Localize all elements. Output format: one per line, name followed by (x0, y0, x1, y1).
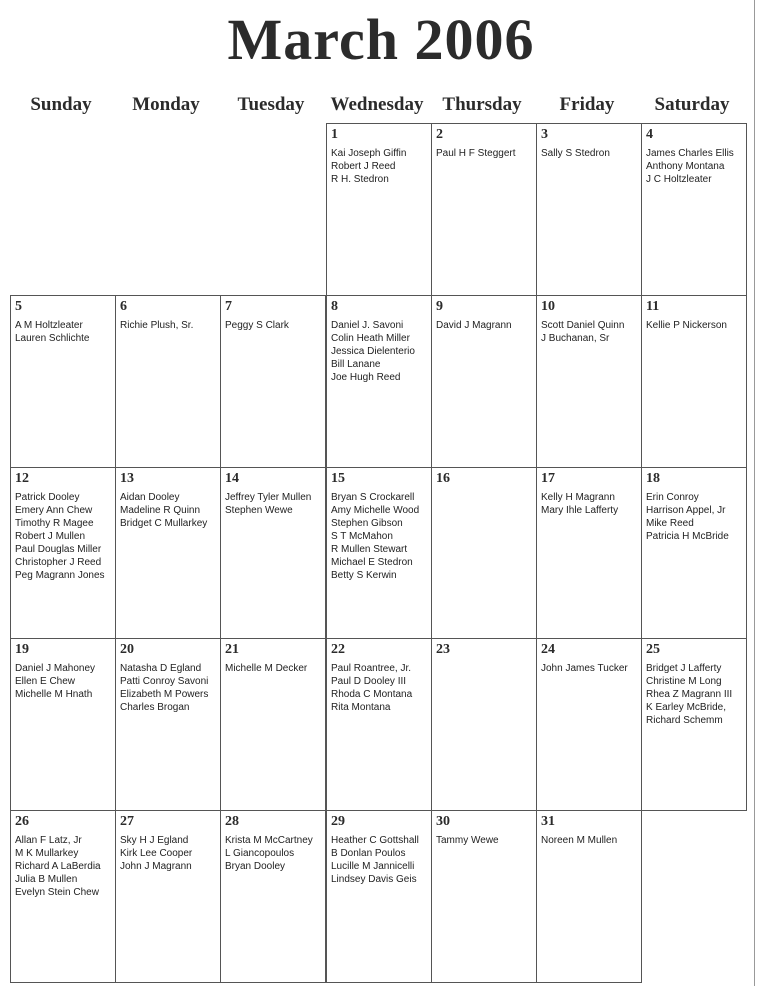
birthday-name: S T McMahon (331, 531, 393, 542)
day-cell-4 (641, 123, 747, 296)
day-number: 19 (15, 642, 29, 657)
birthday-list (120, 319, 218, 332)
birthday-name: Heather C Gottshall (331, 835, 419, 846)
day-cell-8 (326, 295, 432, 468)
birthday-list (436, 319, 534, 332)
birthday-name: Tammy Wewe (436, 835, 499, 846)
day-number: 3 (541, 127, 548, 142)
day-number: 25 (646, 642, 660, 657)
birthday-name: Mary Ihle Lafferty (541, 505, 619, 516)
birthday-name: Emery Ann Chew (15, 505, 93, 516)
day-cell-23 (431, 638, 537, 811)
day-number: 8 (331, 299, 338, 314)
birthday-name: Noreen M Mullen (541, 835, 618, 846)
day-cell-14 (220, 467, 326, 639)
birthday-list (646, 147, 744, 186)
birthday-name: Stephen Wewe (225, 505, 293, 516)
birthday-name: Betty S Kerwin (331, 570, 397, 581)
day-number: 20 (120, 642, 134, 657)
day-number: 21 (225, 642, 239, 657)
birthday-name: R Mullen Stewart (331, 544, 408, 555)
day-number: 24 (541, 642, 555, 657)
birthday-name: Richie Plush, Sr. (120, 320, 194, 331)
day-cell-7 (220, 295, 326, 468)
weekday-sunday: Sunday (30, 94, 92, 115)
day-cell-2 (431, 123, 537, 296)
birthday-name: Bryan S Crockarell (331, 492, 415, 503)
day-cell-11 (641, 295, 747, 468)
day-number: 28 (225, 814, 239, 829)
day-cell-27 (115, 810, 221, 983)
birthday-name: Harrison Appel, Jr (646, 505, 726, 516)
birthday-list (646, 662, 744, 727)
birthday-name: Elizabeth M Powers (120, 689, 209, 700)
birthday-list (646, 319, 744, 332)
birthday-list (541, 319, 639, 345)
birthday-name: B Donlan Poulos (331, 848, 406, 859)
birthday-name: Christopher J Reed (15, 557, 102, 568)
day-cell-18 (641, 467, 747, 639)
day-number: 9 (436, 299, 443, 314)
page-title: March 2006 (227, 7, 535, 72)
day-cell-25 (641, 638, 747, 811)
weekday-friday: Friday (559, 94, 615, 115)
day-cell-17 (536, 467, 642, 639)
day-cell-28 (220, 810, 326, 983)
day-cell-29 (326, 810, 432, 983)
page-edge-line (754, 0, 755, 986)
day-number: 22 (331, 642, 345, 657)
day-cell-12 (10, 467, 116, 639)
birthday-list (120, 491, 218, 530)
weekday-tuesday: Tuesday (237, 94, 305, 115)
birthday-name: Michelle M Hnath (15, 689, 93, 700)
birthday-name: Robert J Reed (331, 161, 396, 172)
birthday-name: Robert J Mullen (15, 531, 86, 542)
day-number: 6 (120, 299, 127, 314)
birthday-name: Bridget J Lafferty (646, 663, 722, 674)
birthday-list (15, 834, 113, 899)
day-cell-30 (431, 810, 537, 983)
birthday-name: Lucille M Jannicelli (331, 861, 415, 872)
birthday-list (436, 834, 534, 847)
day-number: 13 (120, 471, 134, 486)
day-cell-16 (431, 467, 537, 639)
day-cell-26 (10, 810, 116, 983)
birthday-list (541, 662, 639, 675)
birthday-list (541, 834, 639, 847)
birthday-name: Christine M Long (646, 676, 722, 687)
day-cell-19 (10, 638, 116, 811)
day-cell-9 (431, 295, 537, 468)
birthday-name: Charles Brogan (120, 702, 190, 713)
birthday-name: John James Tucker (541, 663, 628, 674)
birthday-name: Aidan Dooley (120, 492, 180, 503)
birthday-name: Anthony Montana (646, 161, 725, 172)
birthday-list (331, 834, 429, 886)
birthday-name: Lindsey Davis Geis (331, 874, 417, 885)
birthday-list (331, 147, 429, 186)
day-cell-1 (326, 123, 432, 296)
day-cell-13 (115, 467, 221, 639)
birthday-name: Julia B Mullen (15, 874, 78, 885)
day-number: 17 (541, 471, 555, 486)
birthday-name: Ellen E Chew (15, 676, 76, 687)
birthday-name: Scott Daniel Quinn (541, 320, 625, 331)
birthday-name: Daniel J Mahoney (15, 663, 96, 674)
birthday-name: Jeffrey Tyler Mullen (225, 492, 312, 503)
birthday-name: Rhea Z Magrann III (646, 689, 733, 700)
day-cell-10 (536, 295, 642, 468)
birthday-name: James Charles Ellis (646, 148, 734, 159)
weekday-saturday: Saturday (654, 94, 730, 115)
birthday-list (15, 319, 113, 345)
day-number: 31 (541, 814, 555, 829)
birthday-name: Sky H J Egland (120, 835, 189, 846)
birthday-name: Erin Conroy (646, 492, 699, 503)
birthday-list (331, 319, 429, 384)
day-cell-20 (115, 638, 221, 811)
day-number: 26 (15, 814, 29, 829)
birthday-name: David J Magrann (436, 320, 512, 331)
birthday-name: A M Holtzleater (15, 320, 83, 331)
birthday-name: Bill Lanane (331, 359, 381, 370)
birthday-list (225, 662, 323, 675)
day-number: 4 (646, 127, 653, 142)
birthday-name: R H. Stedron (331, 174, 389, 185)
birthday-name: Rita Montana (331, 702, 391, 713)
birthday-list (331, 491, 429, 582)
day-number: 30 (436, 814, 450, 829)
birthday-name: Patricia H McBride (646, 531, 729, 542)
birthday-name: Sally S Stedron (541, 148, 610, 159)
birthday-name: Patti Conroy Savoni (120, 676, 209, 687)
birthday-list (541, 491, 639, 517)
birthday-name: Colin Heath Miller (331, 333, 410, 344)
day-number: 14 (225, 471, 239, 486)
birthday-name: Kirk Lee Cooper (120, 848, 193, 859)
birthday-list (120, 662, 218, 714)
day-cell-24 (536, 638, 642, 811)
day-number: 2 (436, 127, 443, 142)
birthday-name: Richard Schemm (646, 715, 723, 726)
birthday-name: Evelyn Stein Chew (15, 887, 99, 898)
day-number: 23 (436, 642, 450, 657)
day-cell-6 (115, 295, 221, 468)
birthday-name: John J Magrann (120, 861, 192, 872)
birthday-name: Peg Magrann Jones (15, 570, 105, 581)
day-cell-31 (536, 810, 642, 983)
birthday-name: Natasha D Egland (120, 663, 202, 674)
day-number: 27 (120, 814, 134, 829)
birthday-name: Joe Hugh Reed (331, 372, 401, 383)
birthday-name: Paul Roantree, Jr. (331, 663, 412, 674)
birthday-name: Bridget C Mullarkey (120, 518, 208, 529)
birthday-name: Richard A LaBerdia (15, 861, 101, 872)
birthday-list (225, 319, 323, 332)
birthday-list (646, 491, 744, 543)
birthday-name: Paul D Dooley III (331, 676, 407, 687)
day-cell-21 (220, 638, 326, 811)
day-number: 1 (331, 127, 338, 142)
birthday-list (436, 147, 534, 160)
birthday-name: Kai Joseph Giffin (331, 148, 407, 159)
birthday-name: Patrick Dooley (15, 492, 80, 503)
birthday-name: Timothy R Magee (15, 518, 94, 529)
birthday-name: Kelly H Magrann (541, 492, 615, 503)
day-number: 15 (331, 471, 345, 486)
birthday-name: Allan F Latz, Jr (15, 835, 82, 846)
weekday-thursday: Thursday (442, 94, 522, 115)
birthday-name: Amy Michelle Wood (331, 505, 420, 516)
birthday-name: K Earley McBride, (646, 702, 727, 713)
day-number: 29 (331, 814, 345, 829)
birthday-name: Michael E Stedron (331, 557, 413, 568)
birthday-list (331, 662, 429, 714)
birthday-name: Paul H F Steggert (436, 148, 516, 159)
birthday-list (15, 491, 113, 582)
birthday-name: Bryan Dooley (225, 861, 286, 872)
day-number: 5 (15, 299, 22, 314)
birthday-list (225, 834, 323, 873)
day-number: 11 (646, 299, 660, 314)
day-number: 7 (225, 299, 232, 314)
birthday-list (541, 147, 639, 160)
birthday-name: J C Holtzleater (646, 174, 712, 185)
weekday-monday: Monday (132, 94, 200, 115)
birthday-name: Peggy S Clark (225, 320, 289, 331)
day-cell-22 (326, 638, 432, 811)
birthday-list (15, 662, 113, 701)
day-number: 16 (436, 471, 450, 486)
birthday-name: L Giancopoulos (225, 848, 295, 859)
day-cell-5 (10, 295, 116, 468)
birthday-name: Krista M McCartney (225, 835, 313, 846)
day-number: 10 (541, 299, 555, 314)
birthday-name: Mike Reed (646, 518, 694, 529)
day-number: 12 (15, 471, 29, 486)
birthday-name: Michelle M Decker (225, 663, 308, 674)
birthday-name: Rhoda C Montana (331, 689, 413, 700)
birthday-name: Paul Douglas Miller (15, 544, 102, 555)
birthday-name: Jessica Dielenterio (331, 346, 415, 357)
birthday-name: J Buchanan, Sr (541, 333, 610, 344)
birthday-list (225, 491, 323, 517)
birthday-name: Stephen Gibson (331, 518, 403, 529)
birthday-name: M K Mullarkey (15, 848, 79, 859)
birthday-name: Daniel J. Savoni (331, 320, 404, 331)
day-cell-3 (536, 123, 642, 296)
day-cell-15 (326, 467, 432, 639)
birthday-name: Kellie P Nickerson (646, 320, 727, 331)
birthday-list (120, 834, 218, 873)
birthday-name: Lauren Schlichte (15, 333, 90, 344)
birthday-name: Madeline R Quinn (120, 505, 201, 516)
weekday-wednesday: Wednesday (330, 94, 424, 115)
day-number: 18 (646, 471, 660, 486)
